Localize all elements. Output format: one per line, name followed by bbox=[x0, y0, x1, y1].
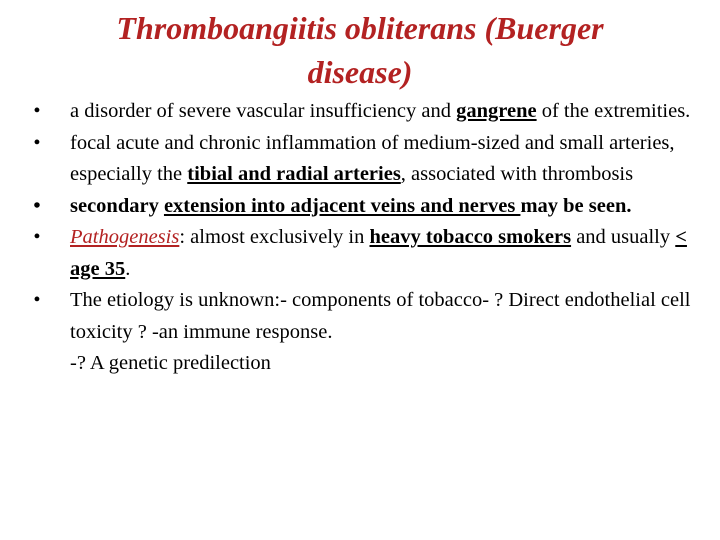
bullet-text: The etiology is unknown:- components of tobacco- ? Direct endothelial cell toxicity ? -an immune response. bbox=[70, 289, 691, 343]
bullet-emphasis: tibial and radial arteries bbox=[187, 163, 401, 185]
bullet-text: , associated with thrombosis bbox=[400, 163, 634, 185]
slide-title-line-1: Thromboangiitis obliterans (Buerger bbox=[116, 10, 604, 46]
bullet-text: secondary bbox=[70, 194, 164, 217]
bullet-item-etiology bbox=[0, 285, 700, 380]
bullet-dot-icon: • bbox=[33, 194, 41, 217]
bullet-item-extension bbox=[0, 191, 700, 223]
bullet-emphasis: gangrene bbox=[456, 100, 537, 122]
bullet-dot-icon: • bbox=[33, 100, 41, 122]
bullet-emphasis: < age 35 bbox=[70, 226, 687, 280]
bullet-text: may be seen. bbox=[520, 194, 632, 217]
bullet-text: . bbox=[125, 257, 131, 280]
bullet-dot-icon: • bbox=[33, 226, 41, 248]
bullet-dot-icon: • bbox=[33, 289, 41, 311]
bullet-text: : almost exclusively in bbox=[179, 226, 370, 248]
slide-title-line-2: disease) bbox=[307, 54, 413, 90]
bullet-emphasis: extension into adjacent veins and nerves bbox=[163, 194, 521, 217]
bullet-item-pathogenesis bbox=[0, 222, 700, 285]
bullet-list bbox=[0, 96, 700, 380]
bullet-text: a disorder of severe vascular insufficiency and bbox=[70, 100, 457, 122]
bullet-item-gangrene bbox=[0, 96, 700, 128]
bullet-text: focal acute and chronic inflammation of medium-sized and small arteries, especially the bbox=[70, 131, 675, 185]
bullet-emphasis: heavy tobacco smokers bbox=[369, 226, 572, 248]
bullet-text: of the extremities. bbox=[536, 100, 691, 122]
bullet-item-arteries bbox=[0, 128, 700, 191]
bullet-text: and usually bbox=[571, 226, 676, 248]
bullet-dot-icon: • bbox=[33, 131, 41, 154]
pathogenesis-label: Pathogenesis bbox=[70, 226, 180, 248]
bullet-text: -? A genetic predilection bbox=[70, 352, 271, 374]
slide-title bbox=[60, 6, 660, 94]
